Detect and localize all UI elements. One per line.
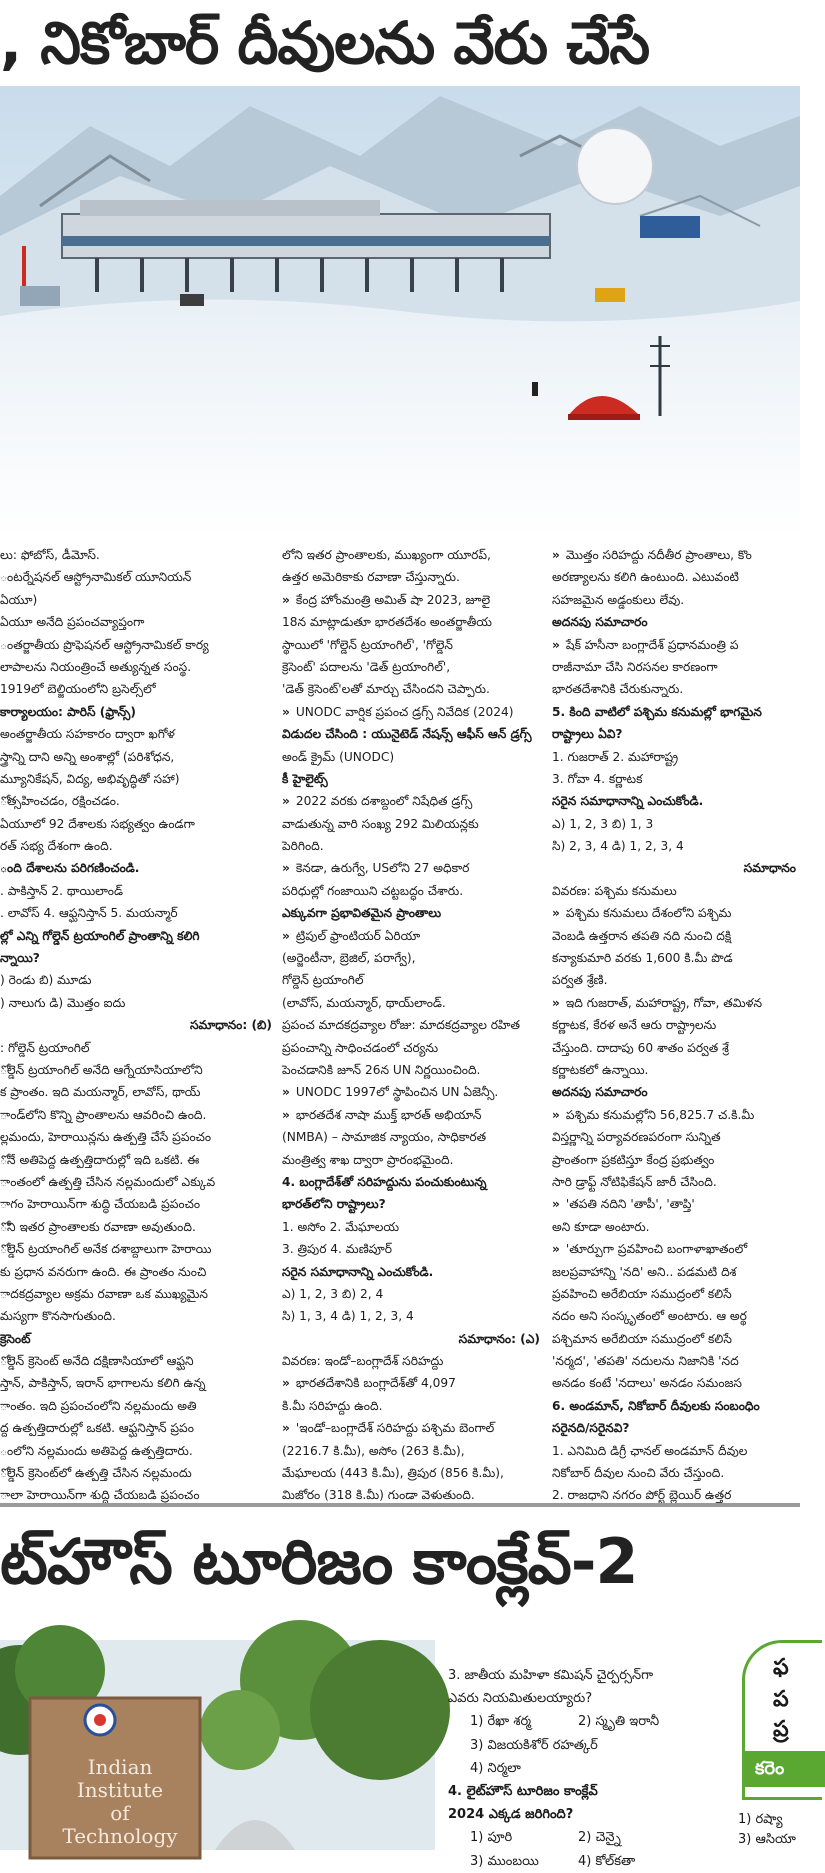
iit-sign-line-2: Institute xyxy=(76,1778,164,1802)
article-column-1 xyxy=(0,544,276,1507)
arctic-station-illustration xyxy=(0,86,800,538)
column3-line: 5. కింది వాటిలో పశ్చిమ కనుమల్లో భాగమైన xyxy=(552,704,762,719)
column1-line: లాపాలను నియంత్రించే అత్యున్నత సంస్థ. xyxy=(0,659,192,674)
column3-line: » షేక్ హసీనా బంగ్లాదేశ్ ప్రధానమంత్రి ప xyxy=(552,634,800,656)
question-3: 3. జాతీయ మహిళా కమిషన్ చైర్పర్సన్‌గా xyxy=(448,1668,654,1683)
column2-line: వివరణ: ఇండో–బంగ్లాదేశ్ సరిహద్దు xyxy=(282,1354,444,1369)
question-4-options-row-1 xyxy=(448,1826,730,1849)
q3-option-2: 2) స్మృతి ఇరానీ xyxy=(578,1714,660,1730)
column2-line: » భారతదేశానికి బంగ్లాదేశ్‌తో 4,097 xyxy=(282,1372,544,1394)
column3-line: అనడం కంటే 'నదాలు' అనడం సమంజస xyxy=(552,1376,742,1391)
arctic-station-photo xyxy=(0,86,800,538)
second-headline: ట్‌హౌస్ టూరిజం కాంక్లేవ్-2 xyxy=(0,1525,638,1598)
section-divider xyxy=(0,1503,800,1507)
column2-line: సి) 1, 3, 4 డి) 1, 2, 3, 4 xyxy=(282,1309,414,1324)
column2-line: 1. అసోం 2. మేఘాలయ xyxy=(282,1219,400,1234)
column1-line: సమాధానం: (బి) xyxy=(189,1018,272,1033)
column3-line: పర్వత శ్రేణి. xyxy=(552,973,608,988)
column1-line: స్తాన్, పాకిస్తాన్, ఇరాన్ భాగాలను కలిగి ఉన్న xyxy=(0,1376,206,1391)
column1-line: ాండ్‌లోని కొన్ని ప్రాంతాలను ఆవరించి ఉంది. xyxy=(0,1107,207,1122)
sidebox-band-label: కరెం xyxy=(745,1751,825,1787)
column3-line: ప్రవహించి అరేబియా సముద్రంలో కలిసే xyxy=(552,1286,732,1301)
column2-line: మంత్రిత్వ శాఖ ద్వారా ప్రారంభమైంది. xyxy=(282,1152,454,1167)
article-column-2 xyxy=(282,544,544,1507)
column3-line: నికోబార్ దీవుల నుంచి వేరు చేస్తుంది. xyxy=(552,1466,725,1481)
iit-sign-line-3: of xyxy=(110,1801,130,1825)
column1-line: అంతర్జాతీయ సహకారం ద్వారా ఖగోళ xyxy=(0,727,175,742)
column1-line: ోల్డెన్ ట్రయాంగిల్ అనేక దశాబ్దాలుగా హెరాయి xyxy=(0,1242,212,1257)
column3-line: ప్రాంతంగా ప్రకటిస్తూ కేంద్ర ప్రభుత్వం xyxy=(552,1152,715,1167)
column2-line: » కెనడా, ఉరుగ్వే, USలోని 27 అధికార xyxy=(282,857,544,879)
column2-line: సమాధానం: (ఎ) xyxy=(458,1331,540,1346)
column3-line: రాష్ట్రాలు ఏవి? xyxy=(552,727,623,742)
column2-line: 4. బంగ్లాదేశ్‌తో సరిహద్దును పంచుకుంటున్న xyxy=(282,1174,487,1189)
q4-option-3: 3) ముంబయి xyxy=(470,1853,539,1869)
column1-line: ంటర్నేషనల్ ఆస్ట్రోనామికల్ యూనియన్ xyxy=(0,570,192,585)
column3-line: » ఇది గుజరాత్, మహారాష్ట్ర, గోవా, తమిళన xyxy=(552,992,800,1014)
column1-line: : గోల్డెన్ ట్రయాంగిల్ xyxy=(0,1040,90,1055)
column1-line: ఏయూలో 92 దేశాలకు సభ్యత్వం ఉండగా xyxy=(0,816,195,831)
q4-option-1: 1) పూరి xyxy=(470,1830,513,1846)
column3-line: అదనపు సమాచారం xyxy=(552,1085,648,1100)
column3-line: 'నర్మద', 'తపతి' నదులను నిజానికి 'నద xyxy=(552,1354,739,1369)
column2-line: » కేంద్ర హోంమంత్రి అమిత్ షా 2023, జూలై xyxy=(282,589,544,611)
iit-sign-line-1: Indian xyxy=(87,1755,153,1779)
column3-line: 3. గోవా 4. కర్ణాటక xyxy=(552,771,643,786)
column1-line: ోల్డెన్ క్రెసెంట్‌లో ఉత్పత్తి చేసిన నల్లమందు xyxy=(0,1466,192,1481)
column2-line: (అర్జెంటీనా, బ్రెజిల్, పరాగ్వే), xyxy=(282,951,416,966)
sidebox-options xyxy=(738,1810,800,1850)
column3-line: పశ్చిమాన అరేబియా సముద్రంలో కలిసే xyxy=(552,1331,732,1346)
q3-option-3: 3) విజయకిశోర్ రహత్కర్ xyxy=(470,1737,598,1753)
column2-line: సరైన సమాధానాన్ని ఎంచుకోండి. xyxy=(282,1264,434,1279)
column2-line: (NMBA) – సామాజిక న్యాయం, సాధికారత xyxy=(282,1130,487,1145)
column3-line: అరణ్యాలను కలిగి ఉంటుంది. ఎటువంటి xyxy=(552,570,739,585)
column2-line: లోని ఇతర ప్రాంతాలకు, ముఖ్యంగా యూరప్, xyxy=(282,548,491,562)
column2-line: ఎక్కువగా ప్రభావితమైన ప్రాంతాలు xyxy=(282,906,442,921)
column3-line: 2. రాజధాని నగరం పోర్ట్ బ్లెయిర్ ఉత్తర xyxy=(552,1488,732,1503)
question-4-options-row-2 xyxy=(448,1850,730,1873)
column2-line: పరిధుల్లో గంజాయిని చట్టబద్ధం చేశారు. xyxy=(282,883,464,898)
column1-line: . లావోస్ 4. ఆఫ్ఘనిస్తాన్ 5. మయన్మార్ xyxy=(0,906,178,921)
sidebox-option-2: 3) ఆసియా xyxy=(738,1832,796,1847)
column2-line: భారత్‌లోని రాష్ట్రాలు? xyxy=(282,1197,386,1212)
column2-line: 3. త్రిపుర 4. మణిపూర్ xyxy=(282,1242,392,1257)
column3-line: » పశ్చిమ కనుమల్లోని 56,825.7 చ.కి.మీ xyxy=(552,1104,800,1126)
sidebox-glyph-3: ప్ర xyxy=(773,1717,789,1742)
column3-line: జలప్రవాహాన్ని 'నది' అని.. పడమటి దిశ xyxy=(552,1264,737,1279)
column1-line: న్నాయి? xyxy=(0,951,40,966)
column3-line: చేస్తుంది. దాదాపు 60 శాతం పర్వత శ్రే xyxy=(552,1040,729,1055)
column3-line: 1. ఎనిమిది డిగ్రీ ఛానల్ అండమాన్ దీవుల xyxy=(552,1443,748,1458)
quiz-section xyxy=(448,1664,730,1873)
column3-line: నదం అని సంస్కృతంలో అంటారు. ఆ అర్థ xyxy=(552,1309,747,1324)
column1-line: ోనే అతిపెద్ద ఉత్పత్తిదారుల్లో ఇది ఒకటి. ఈ xyxy=(0,1152,200,1167)
column2-line: » UNODC వార్షిక ప్రపంచ డ్రగ్స్ నివేదిక (2024) xyxy=(282,701,544,723)
column3-line: సహజమైన అడ్డంకులు లేవు. xyxy=(552,592,685,607)
iit-campus-photo xyxy=(0,1640,435,1850)
column2-line: మేఘాలయ (443 కి.మీ), త్రిపుర (856 కి.మీ), xyxy=(282,1466,504,1481)
current-affairs-box xyxy=(742,1640,822,1800)
column1-line: ోల్డెన్ ట్రయాంగిల్ అనేది ఆగ్నేయాసియాలోని xyxy=(0,1062,203,1077)
sidebox-glyph-2: ప xyxy=(773,1687,789,1712)
column2-line: ఎ) 1, 2, 3 బి) 2, 4 xyxy=(282,1286,384,1301)
column3-line: కర్ణాటక, కేరళ అనే ఆరు రాష్ట్రాలను xyxy=(552,1018,717,1033)
column2-line: ప్రపంచాన్ని సాధించడంలో చర్యను xyxy=(282,1040,439,1055)
column1-line: కార్యాలయం: పారిస్ (ఫ్రాన్స్) xyxy=(0,704,136,719)
column2-line: » 2022 వరకు దశాబ్దంలో నిషేధిత డ్రగ్స్ xyxy=(282,790,544,812)
column2-line: » భారతదేశ నాషా ముక్త్ భారత్ అభియాన్ xyxy=(282,1104,544,1126)
column3-line: సమాధానం xyxy=(743,861,796,876)
column2-line: పెంచడానికి జూన్ 26న UN నిర్ణయించింది. xyxy=(282,1062,481,1077)
column1-line: క్రెసెంట్ xyxy=(0,1331,31,1346)
column3-line: రాజీనామా చేసి నిరసనల కారణంగా xyxy=(552,659,718,674)
column3-line: కన్యాకుమారి వరకు 1,600 కి.మీ పొడ xyxy=(552,951,733,966)
column2-line: స్థాయిలో 'గోల్డెన్ ట్రయాంగిల్', 'గోల్డెన్ xyxy=(282,637,453,652)
column3-line: వెంబడి ఉత్తరాన తపతి నది నుంచి దక్షి xyxy=(552,928,732,943)
column1-line: ోల్డెన్ క్రెసెంట్ అనేది దక్షిణాసియాలో ఆఫ్ఘని xyxy=(0,1354,194,1369)
column3-line: సారి డ్రాఫ్ట్ నోటిఫికేషన్ జారీ చేసింది. xyxy=(552,1174,717,1189)
column1-line: ాంతంలో ఉత్పత్తి చేసిన నల్లమందులో ఎక్కువ xyxy=(0,1174,216,1189)
column2-line: అండ్ క్రైమ్ (UNODC) xyxy=(282,749,395,764)
q4-option-2: 2) చెన్నై xyxy=(578,1830,621,1846)
column1-line: ోత్సహించడం, రక్షించడం. xyxy=(0,794,120,809)
article-columns xyxy=(0,540,800,1503)
q4-option-4: 4) కోల్‌కతా xyxy=(578,1853,636,1869)
column2-line: ప్రపంచ మాదకద్రవ్యాల రోజు: మాదకద్రవ్యాల రహిత xyxy=(282,1018,521,1033)
column1-line: మ్యూనికేషన్, విద్య, అభివృద్ధితో సహా) xyxy=(0,771,180,786)
column1-line: కు ప్రధాన వనరుగా ఉంది. ఈ ప్రాంతం నుంచి xyxy=(0,1264,207,1279)
column3-line: 6. అండమాన్, నికోబార్ దీవులకు సంబంధిం xyxy=(552,1398,760,1413)
column3-line: విస్తర్ణాన్ని పర్యావరణపరంగా సున్నిత xyxy=(552,1130,721,1145)
column3-line: వివరణ: పశ్చిమ కనుమలు xyxy=(552,883,677,898)
column3-line: భారతదేశానికి చేరుకున్నారు. xyxy=(552,682,684,697)
column1-line: . పాకిస్తాన్ 2. థాయిలాండ్ xyxy=(0,883,123,898)
column1-line: క ప్రాంతం. ఇది మయన్మార్, లావోస్, థాయ్ xyxy=(0,1085,201,1100)
column1-line: ) నాలుగు డి) మొత్తం ఐదు xyxy=(0,995,126,1010)
column2-line: గోల్డెన్ ట్రయాంగిల్ xyxy=(282,973,364,988)
column1-line: ంలోని నల్లమందు అతిపెద్ద ఉత్పత్తిదారు. xyxy=(0,1443,193,1458)
column3-line: » మొత్తం సరిహద్దు నదీతీర ప్రాంతాలు, కొం xyxy=(552,544,800,566)
column1-line: ాంతం. ఇది ప్రపంచంలోని నల్లమందు అతి xyxy=(0,1398,197,1413)
column2-line: (లావోస్, మయన్మార్, థాయ్‌లాండ్. xyxy=(282,995,446,1010)
column1-line: ల్లమందు, హెరాయిన్లను ఉత్పత్తి చేసే ప్రపంచం xyxy=(0,1130,212,1145)
column3-line: ఎ) 1, 2, 3 బి) 1, 3 xyxy=(552,816,654,831)
column1-line: మస్యగా కొనసాగుతుంది. xyxy=(0,1309,116,1324)
article-column-3 xyxy=(552,544,800,1507)
question-3-cont: ఎవరు నియమితులయ్యారు? xyxy=(448,1691,593,1707)
column2-line: విడుదల చేసింది : యునైటెడ్ నేషన్స్ ఆఫీస్ ఆన్ డ్రగ్స్ xyxy=(282,727,532,742)
column1-line: ల్లో ఎన్ని గోల్డెన్ ట్రయాంగిల్ ప్రాంతాన్ని కలిగి xyxy=(0,928,200,943)
column1-line: రత్ సభ్య దేశంగా ఉంది. xyxy=(0,839,113,854)
column1-line: ఏయూ) xyxy=(0,592,38,607)
column1-line: లు: ఫోబోస్, డీమోస్. xyxy=(0,548,100,562)
column3-line: » 'తపతి నదిని 'తాపీ', 'తాప్తి' xyxy=(552,1193,800,1215)
column2-line: » 'ఇండో–బంగ్లాదేశ్ సరిహద్దు పశ్చిమ బెంగాల్ xyxy=(282,1417,544,1439)
sidebox-glyph-1: ఫ xyxy=(773,1655,789,1680)
column2-line: మిజోరం (318 కి.మీ) గుండా వెళుతుంది. xyxy=(282,1488,475,1503)
column2-line: క్రెసెంట్' పదాలను 'డెత్ ట్రయాంగిల్', xyxy=(282,659,451,674)
column2-line: ఉత్తర అమెరికాకు రవాణా చేస్తున్నారు. xyxy=(282,570,460,585)
column3-line: » పశ్చిమ కనుమలు దేశంలోని పశ్చిమ xyxy=(552,902,800,924)
column2-line: » UNODC 1997లో స్థాపించిన UN ఏజెన్సీ. xyxy=(282,1081,544,1103)
column2-line: వాడుతున్న వారి సంఖ్య 292 మిలియన్లకు xyxy=(282,816,479,831)
column2-line: పెరిగింది. xyxy=(282,839,324,854)
column1-line: ంతర్జాతీయ ప్రొఫెషనల్ ఆస్ట్రోనామికల్ కార్య xyxy=(0,637,209,652)
column1-line: ) రెండు బి) మూడు xyxy=(0,973,92,988)
column1-line: ాగం హెరాయిన్‌గా శుద్ధి చేయబడి ప్రపంచం xyxy=(0,1197,201,1212)
column2-line: (2216.7 కి.మీ), అసోం (263 కి.మీ), xyxy=(282,1443,465,1458)
column2-line: 'డెత్ క్రెసెంట్'లతో మార్చు చేసిందని చెప్పారు. xyxy=(282,682,490,697)
column3-line: అని కూడా అంటారు. xyxy=(552,1219,650,1234)
column3-line: కర్ణాటకలో ఉన్నాయి. xyxy=(552,1062,649,1077)
q3-option-1: 1) రేఖా శర్మ xyxy=(470,1714,532,1730)
column1-line: ంది దేశాలను పరిగణించండి. xyxy=(0,861,140,876)
column2-line: 18న మాట్లాడుతూ భారతదేశం అంతర్జాతీయ xyxy=(282,615,492,630)
column1-line: స్త్రాన్ని దాని అన్ని అంశాల్లో (పరిశోధన, xyxy=(0,749,175,764)
column1-line: ాదకద్రవ్యాల అక్రమ రవాణా ఒక ముఖ్యమైన xyxy=(0,1286,208,1301)
column1-line: ఏయూ అనేది ప్రపంచవ్యాప్తంగా xyxy=(0,615,145,630)
sidebox-option-1: 1) రష్యా xyxy=(738,1812,783,1827)
column3-line: అదనపు సమాచారం xyxy=(552,615,648,630)
column3-line: 1. గుజరాత్ 2. మహారాష్ట్ర xyxy=(552,749,679,764)
column2-line: » ట్రిపుల్ ఫ్రాంటియర్ ఏరియా xyxy=(282,925,544,947)
column2-line: కీ హైలైట్స్ xyxy=(282,771,328,786)
column3-line: సరైన సమాధానాన్ని ఎంచుకోండి. xyxy=(552,794,704,809)
column1-line: 1919లో బెల్జియంలోని బ్రసెల్స్‌లో xyxy=(0,682,156,697)
column3-line: సరైనది/సరైనవి? xyxy=(552,1421,630,1436)
question-4-cont: 2024 ఎక్కడ జరిగింది? xyxy=(448,1807,574,1823)
q3-option-4: 4) నిర్మలా xyxy=(470,1760,521,1776)
iit-sign-line-4: Technology xyxy=(62,1824,178,1848)
column3-line: సి) 2, 3, 4 డి) 1, 2, 3, 4 xyxy=(552,839,684,854)
column1-line: ోని ఇతర ప్రాంతాలకు రవాణా అవుతుంది. xyxy=(0,1219,196,1234)
column3-line: » 'తూర్పుగా ప్రవహించి బంగాళాఖాతంలో xyxy=(552,1238,800,1260)
column1-line: ద్ద ఉత్పత్తిదారుల్లో ఒకటి. ఆఫ్ఘనిస్తాన్ ప్రపం xyxy=(0,1421,194,1436)
column1-line: ాలా హెరాయిన్‌గా శుద్ధి చేయబడి ప్రపంచం xyxy=(0,1488,200,1503)
main-headline: , నికోబార్ దీవులను వేరు చేసే xyxy=(0,9,650,77)
question-4: 4. లైట్‌హౌస్ టూరిజం కాంక్లేవ్ xyxy=(448,1783,598,1799)
column2-line: కి.మీ సరిహద్దు ఉంది. xyxy=(282,1398,383,1413)
question-3-options-row-1 xyxy=(448,1710,730,1733)
